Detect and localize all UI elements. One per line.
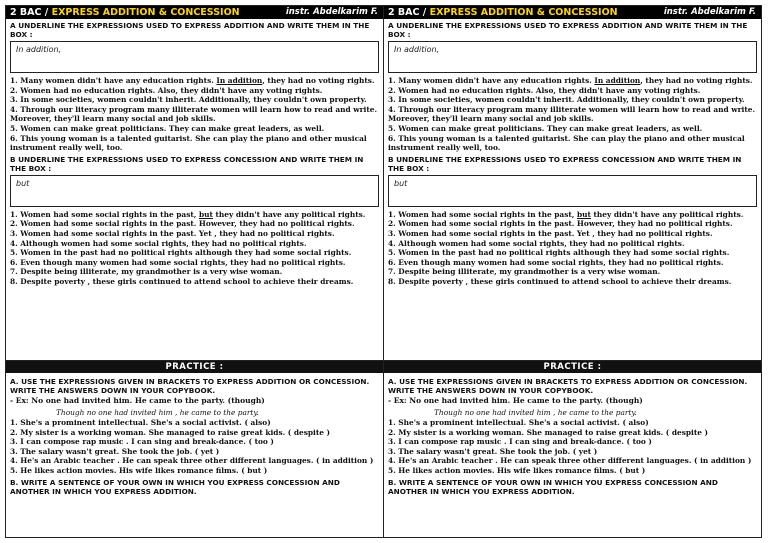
item-text: 1. Women had some social rights in the past, <box>10 209 199 219</box>
addition-answer-box: In addition, <box>388 41 757 73</box>
item-text: 4. Through our literacy program many illiterate women will learn how to read and write. Moreover, they'll learn many social and job skills. <box>10 104 378 124</box>
grade-label: 2 BAC / <box>10 7 52 18</box>
item-text: 1. Many women didn't have any education rights. <box>388 76 595 85</box>
list-item <box>388 447 757 457</box>
item-text: 5. He likes action movies. His wife likes romance films. <box>388 465 620 475</box>
item-text: 8. Despite poverty , these girls continued to attend school to achieve their dreams. <box>388 276 732 286</box>
underlined-expression: In addition <box>216 76 263 85</box>
list-item <box>10 86 379 96</box>
list-item <box>10 124 379 134</box>
list-item <box>388 134 757 153</box>
bracket-hint: ( too ) <box>248 437 274 447</box>
list-item <box>388 239 757 249</box>
item-text: 5. He likes action movies. His wife likes romance films. <box>10 465 242 475</box>
item-text: 1. Women had some social rights in the past, <box>388 209 577 219</box>
underlined-expression: but <box>576 209 591 219</box>
list-item <box>388 428 757 438</box>
list-item <box>388 210 757 220</box>
practice-a-title: A. USE THE EXPRESSIONS GIVEN IN BRACKETS TO EXPRESS ADDITION OR CONCESSION. WRITE THE ANSWERS DOWN IN YOUR COPYBOOK. <box>388 377 748 395</box>
list-item <box>388 219 757 229</box>
bracket-hint: ( in addition ) <box>694 456 752 466</box>
list-item <box>388 466 757 476</box>
item-text: 4. He's an Arabic teacher . He can speak three other different languages. <box>388 456 694 466</box>
addition-answer-box: In addition, <box>10 41 379 73</box>
list-item <box>10 248 379 258</box>
worksheet-column-left <box>6 6 384 537</box>
list-item <box>388 277 757 287</box>
bracket-hint: ( but ) <box>619 465 646 475</box>
concession-answer-box: but <box>10 175 379 207</box>
section-a-title: A UNDERLINE THE EXPRESSIONS USED TO EXPRESS ADDITION AND WRITE THEM IN THE BOX : <box>388 21 748 39</box>
practice-banner: PRACTICE : <box>384 361 761 373</box>
practice-items <box>6 418 383 476</box>
list-item <box>388 258 757 268</box>
grade-label: 2 BAC / <box>388 7 430 18</box>
addition-sentences <box>384 76 761 153</box>
practice-section <box>6 375 383 496</box>
item-text: 4. Through our literacy program many illiterate women will learn how to read and write. Moreover, they'll learn many social and job skills. <box>388 104 756 124</box>
example-line <box>384 395 761 407</box>
worksheet-title: EXPRESS ADDITION & CONCESSION <box>429 7 618 18</box>
instructor-name: instr. Abdelkarim F. <box>663 7 756 17</box>
item-text: 6. Even though many women had some social rights, they had no political rights. <box>10 257 346 267</box>
list-item <box>10 258 379 268</box>
bracket-hint: ( despite ) <box>287 427 331 437</box>
bracket-hint: ( also) <box>244 418 271 427</box>
addition-sentences <box>6 76 383 153</box>
item-text: 3. In some societies, women couldn't inherit. Additionally, they couldn't own property. <box>388 95 745 105</box>
item-text: 2. Women had some social rights in the past. However, they had no political rights. <box>10 219 355 229</box>
item-text: 6. Even though many women had some social rights, they had no political rights. <box>388 257 724 267</box>
bracket-hint: ( but ) <box>241 465 268 475</box>
bracket-hint: ( despite ) <box>665 427 709 437</box>
worksheet-header <box>6 6 383 19</box>
bracket-hint: ( yet ) <box>194 446 220 456</box>
section-b-title: B UNDERLINE THE EXPRESSIONS USED TO EXPRESS CONCESSION AND WRITE THEM IN THE BOX : <box>388 154 742 173</box>
list-item <box>10 229 379 239</box>
bracket-hint: ( too ) <box>626 437 652 447</box>
item-text: 5. Women can make great politicians. They can make great leaders, as well. <box>388 123 703 133</box>
item-text-end: , they had no voting rights. <box>640 76 753 85</box>
item-text: 2. My sister is a working woman. She managed to raise great kids. <box>388 427 666 437</box>
list-item <box>388 456 757 466</box>
item-text: 4. Although women had some social rights, they had no political rights. <box>388 238 685 248</box>
section-b-title: B UNDERLINE THE EXPRESSIONS USED TO EXPRESS CONCESSION AND WRITE THEM IN THE BOX : <box>10 154 364 173</box>
list-item <box>10 267 379 277</box>
bracket-hint: ( yet ) <box>572 446 598 456</box>
list-item <box>388 95 757 105</box>
item-text: 8. Despite poverty , these girls continued to attend school to achieve their dreams. <box>10 276 354 286</box>
list-item <box>10 76 379 86</box>
practice-section <box>384 375 761 496</box>
instructor-name: instr. Abdelkarim F. <box>285 7 378 17</box>
item-text: 4. Although women had some social rights, they had no political rights. <box>10 238 307 248</box>
list-item <box>388 105 757 124</box>
item-text: 3. Women had some social rights in the past. Yet , they had no political rights. <box>10 228 335 238</box>
list-item <box>388 418 757 428</box>
item-text: 2. Women had no education rights. Also, they didn't have any voting rights. <box>388 85 701 95</box>
item-text: 3. I can compose rap music . I can sing and break-dance. <box>388 437 627 447</box>
list-item <box>10 277 379 287</box>
worksheet <box>5 5 762 538</box>
section-a-title: A UNDERLINE THE EXPRESSIONS USED TO EXPRESS ADDITION AND WRITE THEM IN THE BOX : <box>10 21 370 39</box>
list-item <box>388 124 757 134</box>
item-text: 1. Many women didn't have any education rights. <box>10 76 217 85</box>
practice-items <box>384 418 761 476</box>
list-item <box>10 105 379 124</box>
item-text: 7. Despite being illiterate, my grandmother is a very wise woman. <box>10 267 283 277</box>
item-text: 3. Women had some social rights in the past. Yet , they had no political rights. <box>388 228 713 238</box>
example-text: - Ex: No one had invited him. He came to the party. <box>10 396 228 405</box>
item-text: 2. Women had some social rights in the past. However, they had no political rights. <box>388 219 733 229</box>
item-text: 6. This young woman is a talented guitarist. She can play the piano and other musical instrument really well, too. <box>10 133 367 153</box>
item-text: 7. Despite being illiterate, my grandmother is a very wise woman. <box>388 267 661 277</box>
item-text-end: , they had no voting rights. <box>262 76 375 85</box>
concession-sentences <box>6 210 383 287</box>
example-line <box>6 395 383 407</box>
item-text: 3. The salary wasn't great. She took the job. <box>10 446 195 456</box>
item-text: 4. He's an Arabic teacher . He can speak three other different languages. <box>10 456 316 466</box>
item-text: 5. Women in the past had no political rights although they had some social rights. <box>388 248 730 258</box>
list-item <box>388 437 757 447</box>
list-item <box>388 248 757 258</box>
underlined-expression: but <box>198 209 213 219</box>
list-item <box>10 210 379 220</box>
practice-banner: PRACTICE : <box>6 361 383 373</box>
example-hint: (though) <box>605 396 643 405</box>
list-item <box>388 76 757 86</box>
list-item <box>10 134 379 153</box>
practice-b-title: B. WRITE A SENTENCE OF YOUR OWN IN WHICH YOU EXPRESS CONCESSION AND ANOTHER IN WHICH YOU EXPRESS ADDITION. <box>10 477 340 496</box>
concession-answer-box: but <box>388 175 757 207</box>
item-text: 5. Women in the past had no political rights although they had some social rights. <box>10 248 352 258</box>
item-text: 2. My sister is a working woman. She managed to raise great kids. <box>10 427 288 437</box>
practice-a-title: A. USE THE EXPRESSIONS GIVEN IN BRACKETS TO EXPRESS ADDITION OR CONCESSION. WRITE THE ANSWERS DOWN IN YOUR COPYBOOK. <box>10 377 370 395</box>
list-item <box>388 267 757 277</box>
item-text: 6. This young woman is a talented guitarist. She can play the piano and other musical instrument really well, too. <box>388 133 745 153</box>
concession-sentences <box>384 210 761 287</box>
list-item <box>10 437 379 447</box>
example-answer: Though no one had invited him , he came to the party. <box>56 408 259 417</box>
practice-b-title: B. WRITE A SENTENCE OF YOUR OWN IN WHICH YOU EXPRESS CONCESSION AND ANOTHER IN WHICH YOU EXPRESS ADDITION. <box>388 477 718 496</box>
list-item <box>10 219 379 229</box>
item-text: 3. In some societies, women couldn't inherit. Additionally, they couldn't own property. <box>10 95 367 105</box>
item-text: 1. She's a prominent intellectual. She's a social activist. <box>388 418 623 427</box>
item-text-end: they didn't have any political rights. <box>212 209 366 219</box>
list-item <box>10 447 379 457</box>
list-item <box>10 428 379 438</box>
list-item <box>10 95 379 105</box>
item-text: 5. Women can make great politicians. They can make great leaders, as well. <box>10 123 325 133</box>
bracket-hint: ( in addition ) <box>316 456 374 466</box>
item-text: 3. I can compose rap music . I can sing and break-dance. <box>10 437 249 447</box>
list-item <box>388 86 757 96</box>
worksheet-title: EXPRESS ADDITION & CONCESSION <box>51 7 240 18</box>
list-item <box>10 239 379 249</box>
list-item <box>10 466 379 476</box>
list-item <box>388 229 757 239</box>
example-text: - Ex: No one had invited him. He came to the party. <box>388 396 606 405</box>
worksheet-column-right <box>384 6 761 537</box>
item-text: 1. She's a prominent intellectual. She's a social activist. <box>10 418 245 427</box>
list-item <box>10 418 379 428</box>
item-text: 3. The salary wasn't great. She took the job. <box>388 446 573 456</box>
underlined-expression: In addition <box>594 76 641 85</box>
item-text: 2. Women had no education rights. Also, they didn't have any voting rights. <box>10 85 323 95</box>
item-text-end: they didn't have any political rights. <box>590 209 744 219</box>
example-hint: (though) <box>227 396 265 405</box>
worksheet-header <box>384 6 761 19</box>
list-item <box>10 456 379 466</box>
bracket-hint: ( also) <box>622 418 649 427</box>
example-answer: Though no one had invited him , he came to the party. <box>434 408 637 417</box>
